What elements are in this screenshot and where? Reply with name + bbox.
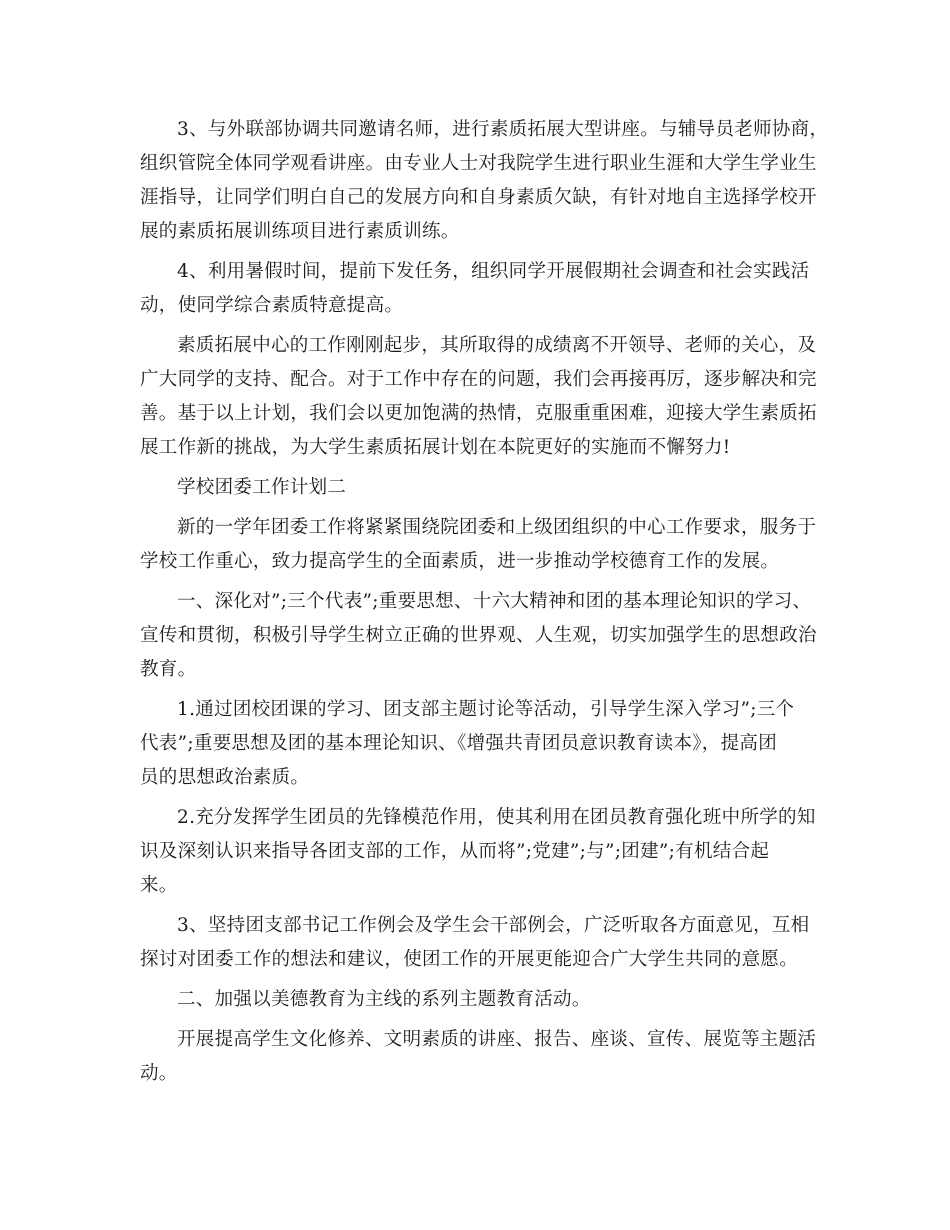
text-line: 展的素质拓展训练项目进行素质训练。: [140, 221, 460, 242]
text-line: 员的思想政治素质。: [140, 767, 310, 788]
paragraph-item-two: [140, 983, 820, 1017]
text-line: 一、深化对”;三个代表”;重要思想、十六大精神和团的基本理论知识的学习、: [177, 591, 812, 612]
text-line: 2.充分发挥学生团员的先锋模范作用，使其利用在团员教育强化班中所学的知: [177, 807, 816, 828]
text-line: 动。: [140, 1063, 178, 1084]
text-line: 1.通过团校团课的学习、团支部主题讨论等活动，引导学生深入学习”;三个: [177, 699, 795, 720]
text-line: 二、加强以美德教育为主线的系列主题教育活动。: [177, 989, 591, 1010]
text-line: 展工作新的挑战，为大学生素质拓展计划在本院更好的实施而不懈努力!: [140, 437, 731, 458]
text-line: 学校工作重心，致力提高学生的全面素质，进一步推动学校德育工作的发展。: [140, 551, 780, 572]
text-line: 涯指导，让同学们明白自己的发展方向和自身素质欠缺，有针对地自主选择学校开: [140, 187, 817, 208]
text-line: 宣传和贯彻，积极引导学生树立正确的世界观、人生观，切实加强学生的思想政治: [140, 625, 817, 646]
text-line: 代表”;重要思想及团的基本理论知识、《增强共青团员意识教育读本》，提高团: [140, 733, 777, 754]
paragraph-subitem-3: [140, 909, 820, 977]
paragraph-intro: [140, 511, 820, 579]
paragraph-activities: [140, 1023, 820, 1091]
section-heading: [140, 471, 820, 505]
text-line: 善。基于以上计划，我们会以更加饱满的热情，克服重重困难，迎接大学生素质拓: [140, 403, 817, 424]
paragraph-subitem-2: [140, 801, 820, 903]
paragraph-summer-practice: [140, 255, 820, 323]
paragraph-item-one: [140, 585, 820, 687]
text-line: 新的一学年团委工作将紧紧围绕院团委和上级团组织的中心工作要求，服务于: [177, 517, 817, 538]
text-line: 识及深刻认识来指导各团支部的工作，从而将”;党建”;与”;团建”;有机结合起: [140, 841, 770, 862]
text-line: 开展提高学生文化修养、文明素质的讲座、报告、座谈、宣传、展览等主题活: [177, 1029, 817, 1050]
text-line: 素质拓展中心的工作刚刚起步，其所取得的成绩离不开领导、老师的关心，及: [177, 335, 817, 356]
text-line: 组织管院全体同学观看讲座。由专业人士对我院学生进行职业生涯和大学生学业生: [140, 153, 817, 174]
text-line: 教育。: [140, 659, 197, 680]
text-line: 动，使同学综合素质特意提高。: [140, 295, 404, 316]
text-line: 3、坚持团支部书记工作例会及学生会干部例会，广泛听取各方面意见，互相: [177, 915, 810, 936]
text-line: 4、利用暑假时间，提前下发任务，组织同学开展假期社会调查和社会实践活: [177, 261, 810, 282]
section-title: 学校团委工作计划二: [177, 477, 347, 498]
text-line: 来。: [140, 875, 178, 896]
paragraph-conclusion: [140, 329, 820, 465]
paragraph-lecture-plan: [140, 113, 829, 249]
text-line: 探讨对团委工作的想法和建议，使团工作的开展更能迎合广大学生共同的意愿。: [140, 949, 799, 970]
text-line: 广大同学的支持、配合。对于工作中存在的问题，我们会再接再厉，逐步解决和完: [140, 369, 817, 390]
paragraph-subitem-1: [140, 693, 820, 795]
text-line: 3、与外联部协调共同邀请名师，进行素质拓展大型讲座。与辅导员老师协商，: [177, 119, 829, 140]
document-body: [140, 113, 829, 1091]
